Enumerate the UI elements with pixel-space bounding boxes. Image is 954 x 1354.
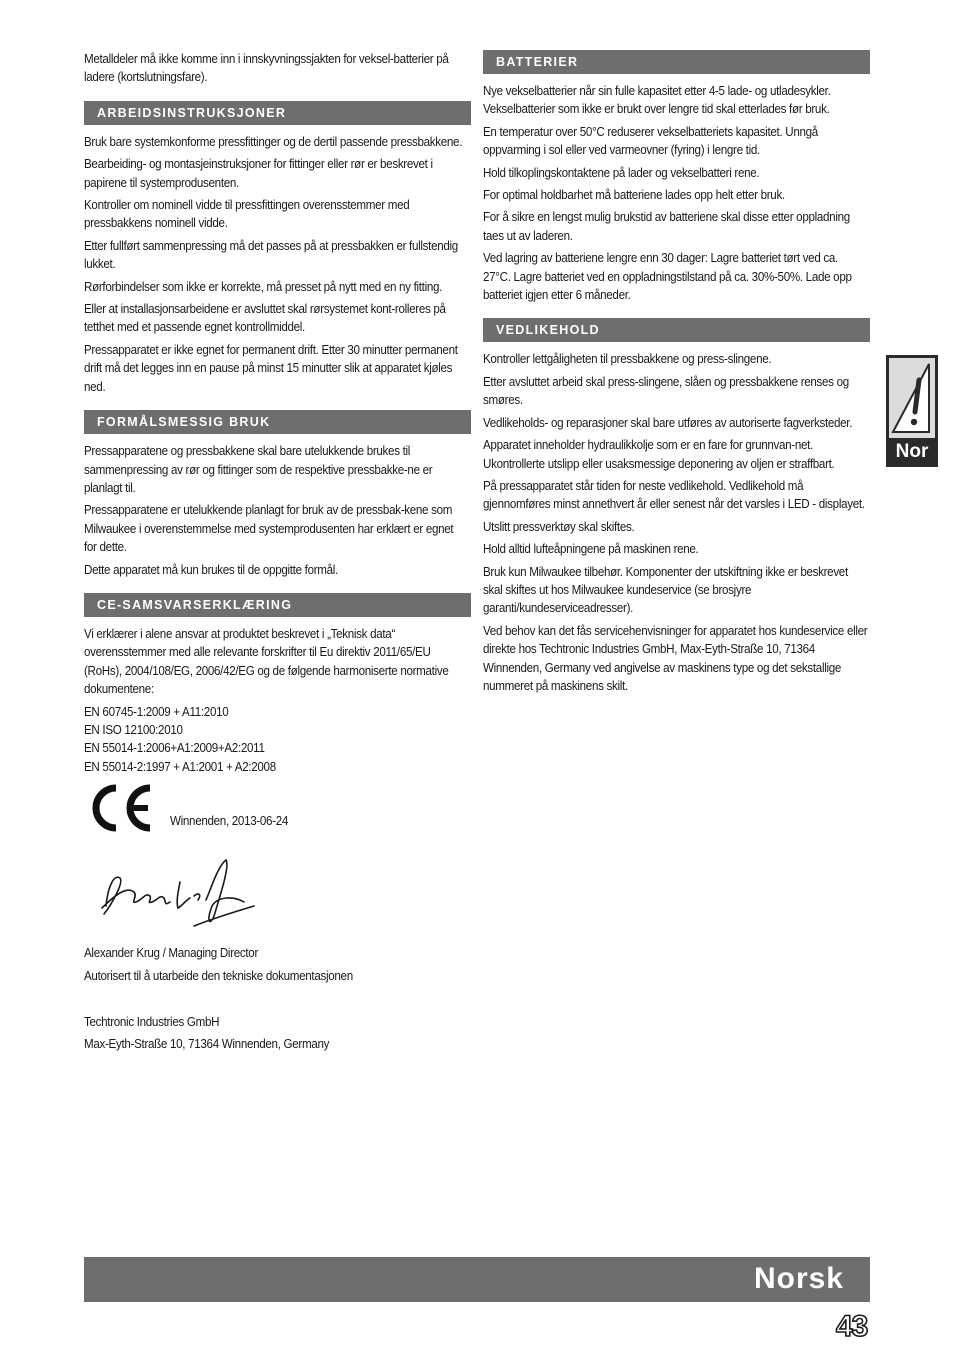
paragraph: Etter fullført sammenpressing må det passes på at pressbakken er fullstendig lukket.	[84, 237, 458, 272]
signatory: Alexander Krug / Managing Director	[84, 945, 259, 961]
ce-mark-icon	[88, 784, 154, 832]
paragraph: Ved lagring av batteriene lengre enn 30 dager: Lagre batteriet tørt ved ca. 27°C. Lagre batteriet ved en oppladningstilstand på ca. 30%-50%. Lade opp batteriet igjen etter 6 måneder.	[483, 250, 852, 303]
paragraph: På pressapparatet står tiden for neste vedlikehold. Vedlikehold må gjennomføres minst annethvert år eller senest når det varsles i LED - displayet.	[483, 477, 865, 512]
standard-item: EN 55014-2:1997 + A1:2001 + A2:2008	[84, 758, 276, 774]
paragraph: Hold alltid lufteåpningene på maskinen rene.	[483, 541, 699, 557]
place-date: Winnenden, 2013-06-24	[170, 813, 289, 829]
company: Techtronic Industries GmbH	[84, 1014, 220, 1029]
paragraph: Bruk bare systemkonforme pressfittinger og de dertil passende pressbakkene.	[84, 133, 463, 149]
left-column	[84, 50, 471, 1058]
paragraph: Rørforbindelser som ikke er korrekte, må presset på nytt med en ny fitting.	[84, 278, 443, 294]
paragraph: Pressapparatene er utelukkende planlagt for bruk av de pressbak-kene som Milwaukee i overenstemmelse med systemprodusenten har erklært er egnet for dette.	[84, 502, 454, 555]
paragraph: Bruk kun Milwaukee tilbehør. Komponenter der utskiftning ikke er beskrevet skal skiftes ut hos Milwaukee kundeservice (se brosjyre garanti/kundeserviceadresser).	[483, 563, 848, 616]
paragraph: For optimal holdbarhet må batteriene lades opp helt etter bruk.	[483, 187, 785, 203]
signature-icon	[94, 856, 264, 941]
ce-declaration: Vi erklærer i alene ansvar at produktet beskrevet i „Teknisk data“ overensstemmer med alle relevante forskrifter til Eu direktiv 2011/65/EU (RoHs), 2004/108/EG, 2006/42/EG og de følgende harmoniserte normative dokumentene:	[84, 625, 449, 697]
paragraph: Bearbeiding- og montasjeinstruksjoner for fittinger eller rør er beskrevet i papirene til systemprodusenten.	[84, 156, 433, 190]
warning-icon	[889, 358, 935, 438]
paragraph: Hold tilkoplingskontaktene på lader og vekselbatteri rene.	[483, 164, 760, 180]
right-column	[483, 50, 870, 699]
paragraph: En temperatur over 50°C reduserer vekselbatteriets kapasitet. Unngå oppvarming i sol eller ved varmeovner (fyring) i lengre tid.	[483, 123, 818, 158]
standards-list	[84, 703, 471, 777]
paragraph: Pressapparatet er ikke egnet for permanent drift. Etter 30 minutter permanent drift må det legges inn en pause på minst 15 minutter slik at apparatet kjøles ned.	[84, 341, 458, 394]
paragraph: Etter avsluttet arbeid skal press-slingene, slåen og pressbakkene renses og smøres.	[483, 373, 849, 408]
authorization: Autorisert til å utarbeide den tekniske dokumentasjonen	[84, 967, 353, 983]
section-heading-ce-samsvarserklaering: CE-SAMSVARSERKLÆRING	[84, 593, 471, 617]
paragraph: Nye vekselbatterier når sin fulle kapasitet etter 4-5 lade- og utladesykler. Vekselbatterier som ikke er brukt over lengre tid skal etterlades før bruk.	[483, 83, 831, 117]
section-heading-vedlikehold: VEDLIKEHOLD	[483, 318, 870, 342]
paragraph: Pressapparatene og pressbakkene skal bare utelukkende brukes til sammenpressing av rør og fittinger som de respektive pressbakke-ne er planlagt til.	[84, 443, 433, 495]
signature	[94, 856, 471, 944]
paragraph: Apparatet inneholder hydraulikkolje som er en fare for grunnvan-net. Ukontrollerte utslipp eller usaksmessige deponering av oljen er straffbart.	[483, 437, 835, 471]
footer-language-title: Norsk	[753, 1262, 844, 1295]
footer-bar	[84, 1257, 870, 1302]
language-tab-label: Nor	[895, 441, 929, 462]
paragraph: For å sikre en lengst mulig brukstid av batteriene skal disse etter oppladning taes ut av laderen.	[483, 209, 850, 243]
paragraph: Kontroller lettgåligheten til pressbakkene og press-slingene.	[483, 351, 772, 367]
paragraph: Dette apparatet må kun brukes til de oppgitte formål.	[84, 561, 338, 577]
paragraph: Vedlikeholds- og reparasjoner skal bare utføres av autoriserte fagverksteder.	[483, 414, 853, 430]
section-heading-arbeidsinstruksjoner: ARBEIDSINSTRUKSJONER	[84, 101, 471, 125]
ce-mark-row	[84, 784, 471, 844]
paragraph: Utslitt pressverktøy skal skiftes.	[483, 518, 635, 534]
page-number: 43	[836, 1310, 868, 1343]
address: Max-Eyth-Straße 10, 71364 Winnenden, Germany	[84, 1036, 330, 1052]
section-heading-batterier: BATTERIER	[483, 50, 870, 74]
language-tab	[886, 355, 938, 467]
paragraph: Ved behov kan det fås servicehenvisninger for apparatet hos kundeservice eller direkte hos Techtronic Industries GmbH, Max-Eyth-Straße 10, 71364 Winnenden, Germany ved angivelse av maskinens type og det sekstallige nummeret på maskinens skilt.	[483, 622, 868, 693]
standard-item: EN 60745-1:2009 + A11:2010	[84, 703, 229, 719]
standard-item: EN 55014-1:2006+A1:2009+A2:2011	[84, 740, 265, 756]
paragraph: Eller at installasjonsarbeidene er avsluttet skal rørsystemet kont-rolleres på tetthet med et passende egnet kontrollmiddel.	[84, 301, 446, 335]
section-heading-formalsmessig-bruk: FORMÅLSMESSIG BRUK	[84, 410, 471, 434]
intro-paragraph: Metalldeler må ikke komme inn i innskyvningssjakten for veksel-batterier på ladere (kortslutningsfare).	[84, 51, 449, 85]
standard-item: EN ISO 12100:2010	[84, 721, 183, 737]
paragraph: Kontroller om nominell vidde til pressfittingen overensstemmer med pressbakkens nominell vidde.	[84, 197, 410, 231]
